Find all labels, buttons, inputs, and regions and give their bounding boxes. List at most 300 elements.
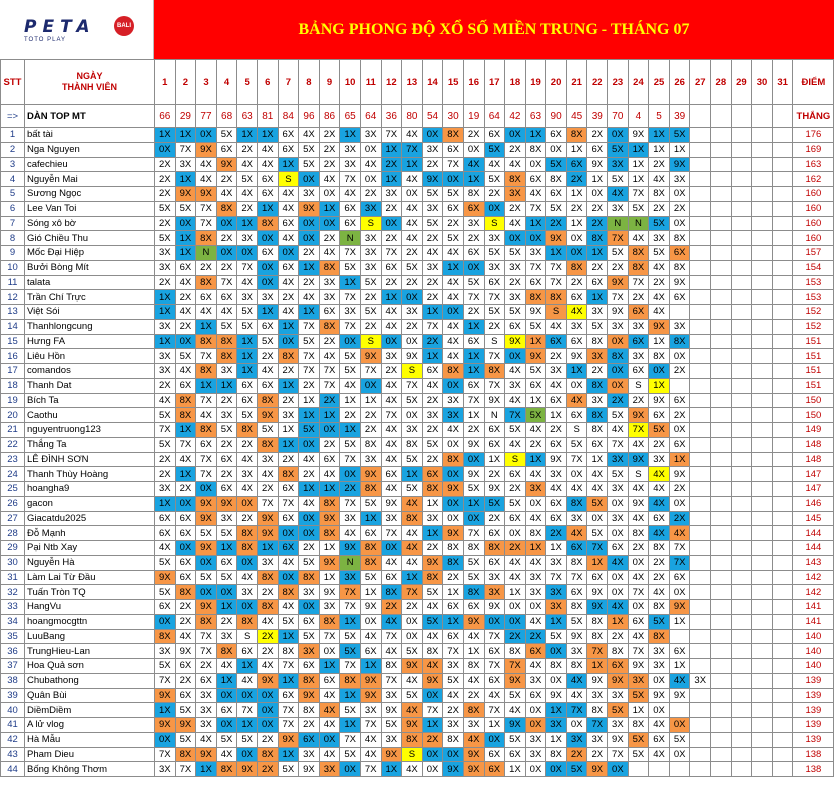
result-cell: 2X xyxy=(608,260,629,275)
result-cell: N xyxy=(196,246,217,261)
result-cell xyxy=(690,452,711,467)
member-score: 151 xyxy=(793,349,834,364)
result-cell: 5X xyxy=(196,570,217,585)
result-cell: 3X xyxy=(237,585,258,600)
result-cell xyxy=(772,290,793,305)
result-cell: 8X xyxy=(257,393,278,408)
result-cell: 0X xyxy=(340,467,361,482)
result-cell xyxy=(690,644,711,659)
member-name: TrungHieu-Lan xyxy=(25,644,155,659)
result-cell: 2X xyxy=(299,246,320,261)
result-cell: 8X xyxy=(237,526,258,541)
result-cell: 9X xyxy=(216,157,237,172)
result-cell: 6X xyxy=(463,334,484,349)
result-cell xyxy=(731,231,752,246)
result-cell xyxy=(711,128,732,143)
result-cell: 4X xyxy=(175,452,196,467)
result-cell: 3X xyxy=(505,260,526,275)
result-cell: 1X xyxy=(175,128,196,143)
result-cell: 3X xyxy=(237,290,258,305)
result-cell: 9X xyxy=(484,393,505,408)
result-cell xyxy=(690,600,711,615)
result-cell: 1X xyxy=(566,142,587,157)
result-cell xyxy=(731,600,752,615)
result-cell xyxy=(731,718,752,733)
member-name: Sương Ngọc xyxy=(25,187,155,202)
result-cell: 0X xyxy=(278,526,299,541)
result-cell: 0X xyxy=(196,585,217,600)
result-cell: 0X xyxy=(443,378,464,393)
result-cell: 9X xyxy=(381,496,402,511)
result-cell xyxy=(772,201,793,216)
member-score: 142 xyxy=(793,585,834,600)
result-cell: 7X xyxy=(422,319,443,334)
result-cell: 6X xyxy=(649,511,670,526)
result-cell: 0X xyxy=(402,290,423,305)
result-cell: 4X xyxy=(278,305,299,320)
result-cell: 7X xyxy=(628,275,649,290)
result-cell xyxy=(711,555,732,570)
result-cell: 7X xyxy=(340,319,361,334)
member-name: talata xyxy=(25,275,155,290)
result-cell: 9X xyxy=(587,762,608,777)
result-cell: 7X xyxy=(484,349,505,364)
result-cell: 7X xyxy=(381,526,402,541)
result-cell: 0X xyxy=(505,526,526,541)
result-cell: 8X xyxy=(443,364,464,379)
result-cell: 4X xyxy=(175,629,196,644)
result-cell: 4X xyxy=(257,467,278,482)
result-cell xyxy=(772,673,793,688)
result-cell: 0X xyxy=(216,585,237,600)
result-cell: 2X xyxy=(628,393,649,408)
member-score: 147 xyxy=(793,467,834,482)
result-cell: 4X xyxy=(319,703,340,718)
result-cell: 6X xyxy=(649,408,670,423)
result-cell: 2X xyxy=(463,231,484,246)
dan-top-number: 5 xyxy=(649,105,670,128)
result-cell: 3X xyxy=(155,260,176,275)
result-cell xyxy=(752,201,773,216)
result-cell xyxy=(752,393,773,408)
result-cell xyxy=(690,157,711,172)
result-cell: 7X xyxy=(587,718,608,733)
header-name: NGÀY THÀNH VIÊN xyxy=(25,60,155,105)
result-cell xyxy=(772,334,793,349)
result-cell xyxy=(690,747,711,762)
result-cell xyxy=(690,260,711,275)
result-cell: 8X xyxy=(360,482,381,497)
result-cell: 8X xyxy=(443,732,464,747)
result-cell: 8X xyxy=(319,319,340,334)
result-cell xyxy=(772,142,793,157)
result-cell: 8X xyxy=(587,231,608,246)
result-cell: 5X xyxy=(237,319,258,334)
result-cell: 0X xyxy=(155,142,176,157)
result-cell: 2X xyxy=(463,128,484,143)
result-cell: 1X xyxy=(587,172,608,187)
result-cell: 4X xyxy=(608,187,629,202)
result-cell: 5X xyxy=(587,496,608,511)
result-cell: 9X xyxy=(484,600,505,615)
result-cell: 2X xyxy=(566,201,587,216)
result-cell: 4X xyxy=(278,231,299,246)
result-cell: 4X xyxy=(299,496,320,511)
result-cell: 6X xyxy=(278,688,299,703)
result-cell: 2X xyxy=(381,600,402,615)
result-cell: 2X xyxy=(237,437,258,452)
result-cell: 0X xyxy=(608,378,629,393)
result-cell xyxy=(752,659,773,674)
result-cell: 5X xyxy=(340,629,361,644)
result-cell: 5X xyxy=(155,201,176,216)
result-cell: 9X xyxy=(587,600,608,615)
result-cell: 2X xyxy=(196,260,217,275)
row-stt: 42 xyxy=(1,732,25,747)
result-cell: 0X xyxy=(319,187,340,202)
result-cell: 0X xyxy=(402,334,423,349)
result-cell xyxy=(772,467,793,482)
result-cell: 0X xyxy=(443,747,464,762)
result-cell: 0X xyxy=(669,718,690,733)
table-row xyxy=(1,437,834,452)
dan-top-label: THẮNG xyxy=(793,105,834,128)
result-cell: 4X xyxy=(669,673,690,688)
result-cell: 7X xyxy=(546,570,567,585)
result-cell: 8X xyxy=(669,260,690,275)
logo-text: PETA xyxy=(24,17,96,37)
row-stt: 9 xyxy=(1,246,25,261)
result-cell: 6X xyxy=(175,659,196,674)
result-cell xyxy=(628,762,649,777)
result-cell: 1X xyxy=(505,762,526,777)
result-cell: 8X xyxy=(463,585,484,600)
result-cell xyxy=(752,644,773,659)
result-cell xyxy=(772,157,793,172)
result-cell: 2X xyxy=(381,275,402,290)
result-cell xyxy=(772,452,793,467)
result-cell xyxy=(731,585,752,600)
result-cell: 4X xyxy=(443,290,464,305)
result-cell: 6X xyxy=(360,526,381,541)
result-cell: 4X xyxy=(360,157,381,172)
result-cell: 2X xyxy=(381,157,402,172)
result-cell xyxy=(772,349,793,364)
table-row xyxy=(1,157,834,172)
result-cell: 4X xyxy=(525,187,546,202)
result-cell: 3X xyxy=(319,762,340,777)
result-cell: 3X xyxy=(566,319,587,334)
result-cell xyxy=(731,187,752,202)
dan-top-arrow: => xyxy=(1,105,25,128)
result-cell: 3X xyxy=(299,585,320,600)
result-cell: 2X xyxy=(175,290,196,305)
result-cell: 1X xyxy=(340,393,361,408)
result-cell: 0X xyxy=(525,231,546,246)
result-cell: 6X xyxy=(484,673,505,688)
result-cell: 4X xyxy=(319,747,340,762)
result-cell: 1X xyxy=(237,334,258,349)
result-cell xyxy=(731,260,752,275)
result-cell: 8X xyxy=(402,511,423,526)
result-cell: 9X xyxy=(196,496,217,511)
result-cell: 1X xyxy=(175,423,196,438)
result-cell: 5X xyxy=(216,128,237,143)
result-cell: 4X xyxy=(381,644,402,659)
result-cell: 0X xyxy=(608,364,629,379)
result-cell: 6X xyxy=(628,614,649,629)
row-stt: 4 xyxy=(1,172,25,187)
result-cell: 1X xyxy=(175,246,196,261)
result-cell: 3X xyxy=(381,732,402,747)
result-cell: 0X xyxy=(608,334,629,349)
header-day: 2 xyxy=(175,60,196,105)
header-day: 21 xyxy=(566,60,587,105)
result-cell: 1X xyxy=(340,614,361,629)
result-cell: 7X xyxy=(257,496,278,511)
result-cell: 3X xyxy=(360,231,381,246)
member-name: Caothu xyxy=(25,408,155,423)
result-cell: N xyxy=(608,216,629,231)
result-cell: 4X xyxy=(381,482,402,497)
result-cell: 0X xyxy=(422,128,443,143)
result-cell: 4X xyxy=(237,673,258,688)
result-cell: 3X xyxy=(628,673,649,688)
result-cell: 4X xyxy=(443,423,464,438)
result-cell: 3X xyxy=(525,585,546,600)
result-cell: 8X xyxy=(546,290,567,305)
member-name: Bích Ta xyxy=(25,393,155,408)
dan-top-number: 65 xyxy=(340,105,361,128)
result-cell: 4X xyxy=(649,747,670,762)
result-cell: 6X xyxy=(463,600,484,615)
result-cell: 4X xyxy=(402,201,423,216)
result-cell: 3X xyxy=(566,644,587,659)
result-cell: 1X xyxy=(402,467,423,482)
result-cell: 3X xyxy=(360,260,381,275)
result-cell: 1X xyxy=(360,659,381,674)
result-cell: 8X xyxy=(649,600,670,615)
result-cell: 9X xyxy=(257,673,278,688)
table-row xyxy=(1,585,834,600)
dan-top-number: 30 xyxy=(443,105,464,128)
result-cell xyxy=(752,378,773,393)
result-cell: 9X xyxy=(649,688,670,703)
result-cell: 0X xyxy=(360,378,381,393)
result-cell: 7X xyxy=(196,629,217,644)
result-cell: 1X xyxy=(278,157,299,172)
result-cell: 2X xyxy=(381,201,402,216)
result-cell: 4X xyxy=(196,408,217,423)
row-stt: 40 xyxy=(1,703,25,718)
result-cell: 4X xyxy=(628,570,649,585)
result-cell: 8X xyxy=(402,437,423,452)
result-cell: 1X xyxy=(463,319,484,334)
header-day: 10 xyxy=(340,60,361,105)
result-cell: 3X xyxy=(566,732,587,747)
result-cell: 3X xyxy=(649,644,670,659)
result-cell: 8X xyxy=(566,600,587,615)
dan-top-name: DÀN TOP MT xyxy=(25,105,155,128)
result-cell: 6X xyxy=(566,290,587,305)
dan-top-number: 42 xyxy=(505,105,526,128)
result-cell: 9X xyxy=(360,349,381,364)
result-cell xyxy=(752,364,773,379)
result-cell: 2X xyxy=(608,393,629,408)
result-cell: 3X xyxy=(608,201,629,216)
result-cell: 6X xyxy=(525,378,546,393)
result-cell: 8X xyxy=(546,172,567,187)
result-cell: 1X xyxy=(216,541,237,556)
result-cell: 7X xyxy=(628,585,649,600)
result-cell: 1X xyxy=(628,157,649,172)
member-name: Nguyễn Hà xyxy=(25,555,155,570)
dan-top-number: 54 xyxy=(422,105,443,128)
result-cell: 2X xyxy=(443,570,464,585)
result-cell: 8X xyxy=(525,290,546,305)
result-cell: 1X xyxy=(299,393,320,408)
row-stt: 2 xyxy=(1,142,25,157)
result-cell: 4X xyxy=(360,747,381,762)
result-cell: 5X xyxy=(628,747,649,762)
result-cell: N xyxy=(340,231,361,246)
result-cell xyxy=(752,423,773,438)
result-cell: 4X xyxy=(649,496,670,511)
result-cell: 4X xyxy=(299,128,320,143)
result-cell: 9X xyxy=(278,732,299,747)
result-cell: 7X xyxy=(155,747,176,762)
result-cell xyxy=(772,629,793,644)
result-cell xyxy=(711,541,732,556)
result-cell: 3X xyxy=(587,305,608,320)
result-cell: 9X xyxy=(505,718,526,733)
result-cell: 6X xyxy=(381,570,402,585)
member-name: Hà Mẫu xyxy=(25,732,155,747)
result-cell: 5X xyxy=(175,349,196,364)
member-name: Trần Chí Trực xyxy=(25,290,155,305)
result-cell: 4X xyxy=(608,423,629,438)
dan-top-number: 96 xyxy=(299,105,320,128)
result-cell: 1X xyxy=(216,673,237,688)
result-cell: 9X xyxy=(196,142,217,157)
result-cell: 2X xyxy=(319,231,340,246)
result-cell: 3X xyxy=(360,201,381,216)
result-cell: 6X xyxy=(566,334,587,349)
result-cell xyxy=(711,364,732,379)
row-stt: 31 xyxy=(1,570,25,585)
result-cell: 7X xyxy=(525,260,546,275)
result-cell: 6X xyxy=(278,128,299,143)
result-cell: 3X xyxy=(525,570,546,585)
result-cell: 8X xyxy=(463,703,484,718)
member-name: Hoa Quả sơn xyxy=(25,659,155,674)
member-score: 146 xyxy=(793,496,834,511)
result-cell: 3X xyxy=(669,172,690,187)
member-name: bất tài xyxy=(25,128,155,143)
result-cell: 5X xyxy=(566,437,587,452)
result-cell: 1X xyxy=(237,659,258,674)
result-cell: 3X xyxy=(196,703,217,718)
result-cell: 5X xyxy=(484,172,505,187)
result-cell: 2X xyxy=(319,437,340,452)
result-cell: 7X xyxy=(196,644,217,659)
result-cell xyxy=(752,246,773,261)
result-cell: 3X xyxy=(546,467,567,482)
result-cell: 5X xyxy=(422,614,443,629)
result-cell: 6X xyxy=(463,378,484,393)
result-cell: 8X xyxy=(237,423,258,438)
result-cell: 9X xyxy=(381,747,402,762)
result-cell: 3X xyxy=(628,349,649,364)
result-cell: 9X xyxy=(587,157,608,172)
result-cell: 8X xyxy=(587,703,608,718)
result-cell: 8X xyxy=(278,585,299,600)
result-cell: 2X xyxy=(649,275,670,290)
table-row xyxy=(1,231,834,246)
member-score: 138 xyxy=(793,747,834,762)
result-cell: 3X xyxy=(546,718,567,733)
result-cell: 3X xyxy=(690,673,711,688)
result-cell: 6X xyxy=(546,334,567,349)
result-cell: 5X xyxy=(402,644,423,659)
result-cell: 4X xyxy=(422,629,443,644)
result-cell: 9X xyxy=(505,673,526,688)
result-cell: 2X xyxy=(669,482,690,497)
result-cell: 1X xyxy=(196,378,217,393)
result-cell: 7X xyxy=(155,673,176,688)
result-cell: 6X xyxy=(484,423,505,438)
result-cell: 0X xyxy=(299,600,320,615)
result-cell: 2X xyxy=(587,364,608,379)
result-cell: 0X xyxy=(196,128,217,143)
result-cell: 7X xyxy=(566,570,587,585)
result-cell: 5X xyxy=(649,246,670,261)
result-cell: 1X xyxy=(443,260,464,275)
table-row xyxy=(1,319,834,334)
result-cell: 5X xyxy=(422,216,443,231)
result-cell xyxy=(731,496,752,511)
result-cell: 9X xyxy=(525,305,546,320)
result-cell: 1X xyxy=(525,334,546,349)
result-cell: 6X xyxy=(566,585,587,600)
result-cell: 7X xyxy=(381,629,402,644)
result-cell: 8X xyxy=(319,526,340,541)
result-cell: 3X xyxy=(155,319,176,334)
member-score: 145 xyxy=(793,511,834,526)
result-cell: 7X xyxy=(216,275,237,290)
result-cell: 3X xyxy=(443,393,464,408)
member-score: 143 xyxy=(793,555,834,570)
result-cell: 2X xyxy=(422,157,443,172)
result-cell: 4X xyxy=(402,762,423,777)
result-cell: 9X xyxy=(628,659,649,674)
result-cell: 7X xyxy=(237,703,258,718)
result-cell: 9X xyxy=(546,688,567,703)
result-cell: 2X xyxy=(422,541,443,556)
result-cell: 7X xyxy=(381,673,402,688)
result-cell: 1X xyxy=(587,659,608,674)
result-cell: 2X xyxy=(525,629,546,644)
result-cell: 0X xyxy=(649,364,670,379)
result-cell xyxy=(752,128,773,143)
result-cell: 5X xyxy=(608,467,629,482)
result-cell: 1X xyxy=(422,496,443,511)
dan-top-number: 80 xyxy=(402,105,423,128)
member-name: HangVu xyxy=(25,600,155,615)
dan-top-number xyxy=(731,105,752,128)
result-cell xyxy=(772,187,793,202)
result-cell: 2X xyxy=(257,585,278,600)
